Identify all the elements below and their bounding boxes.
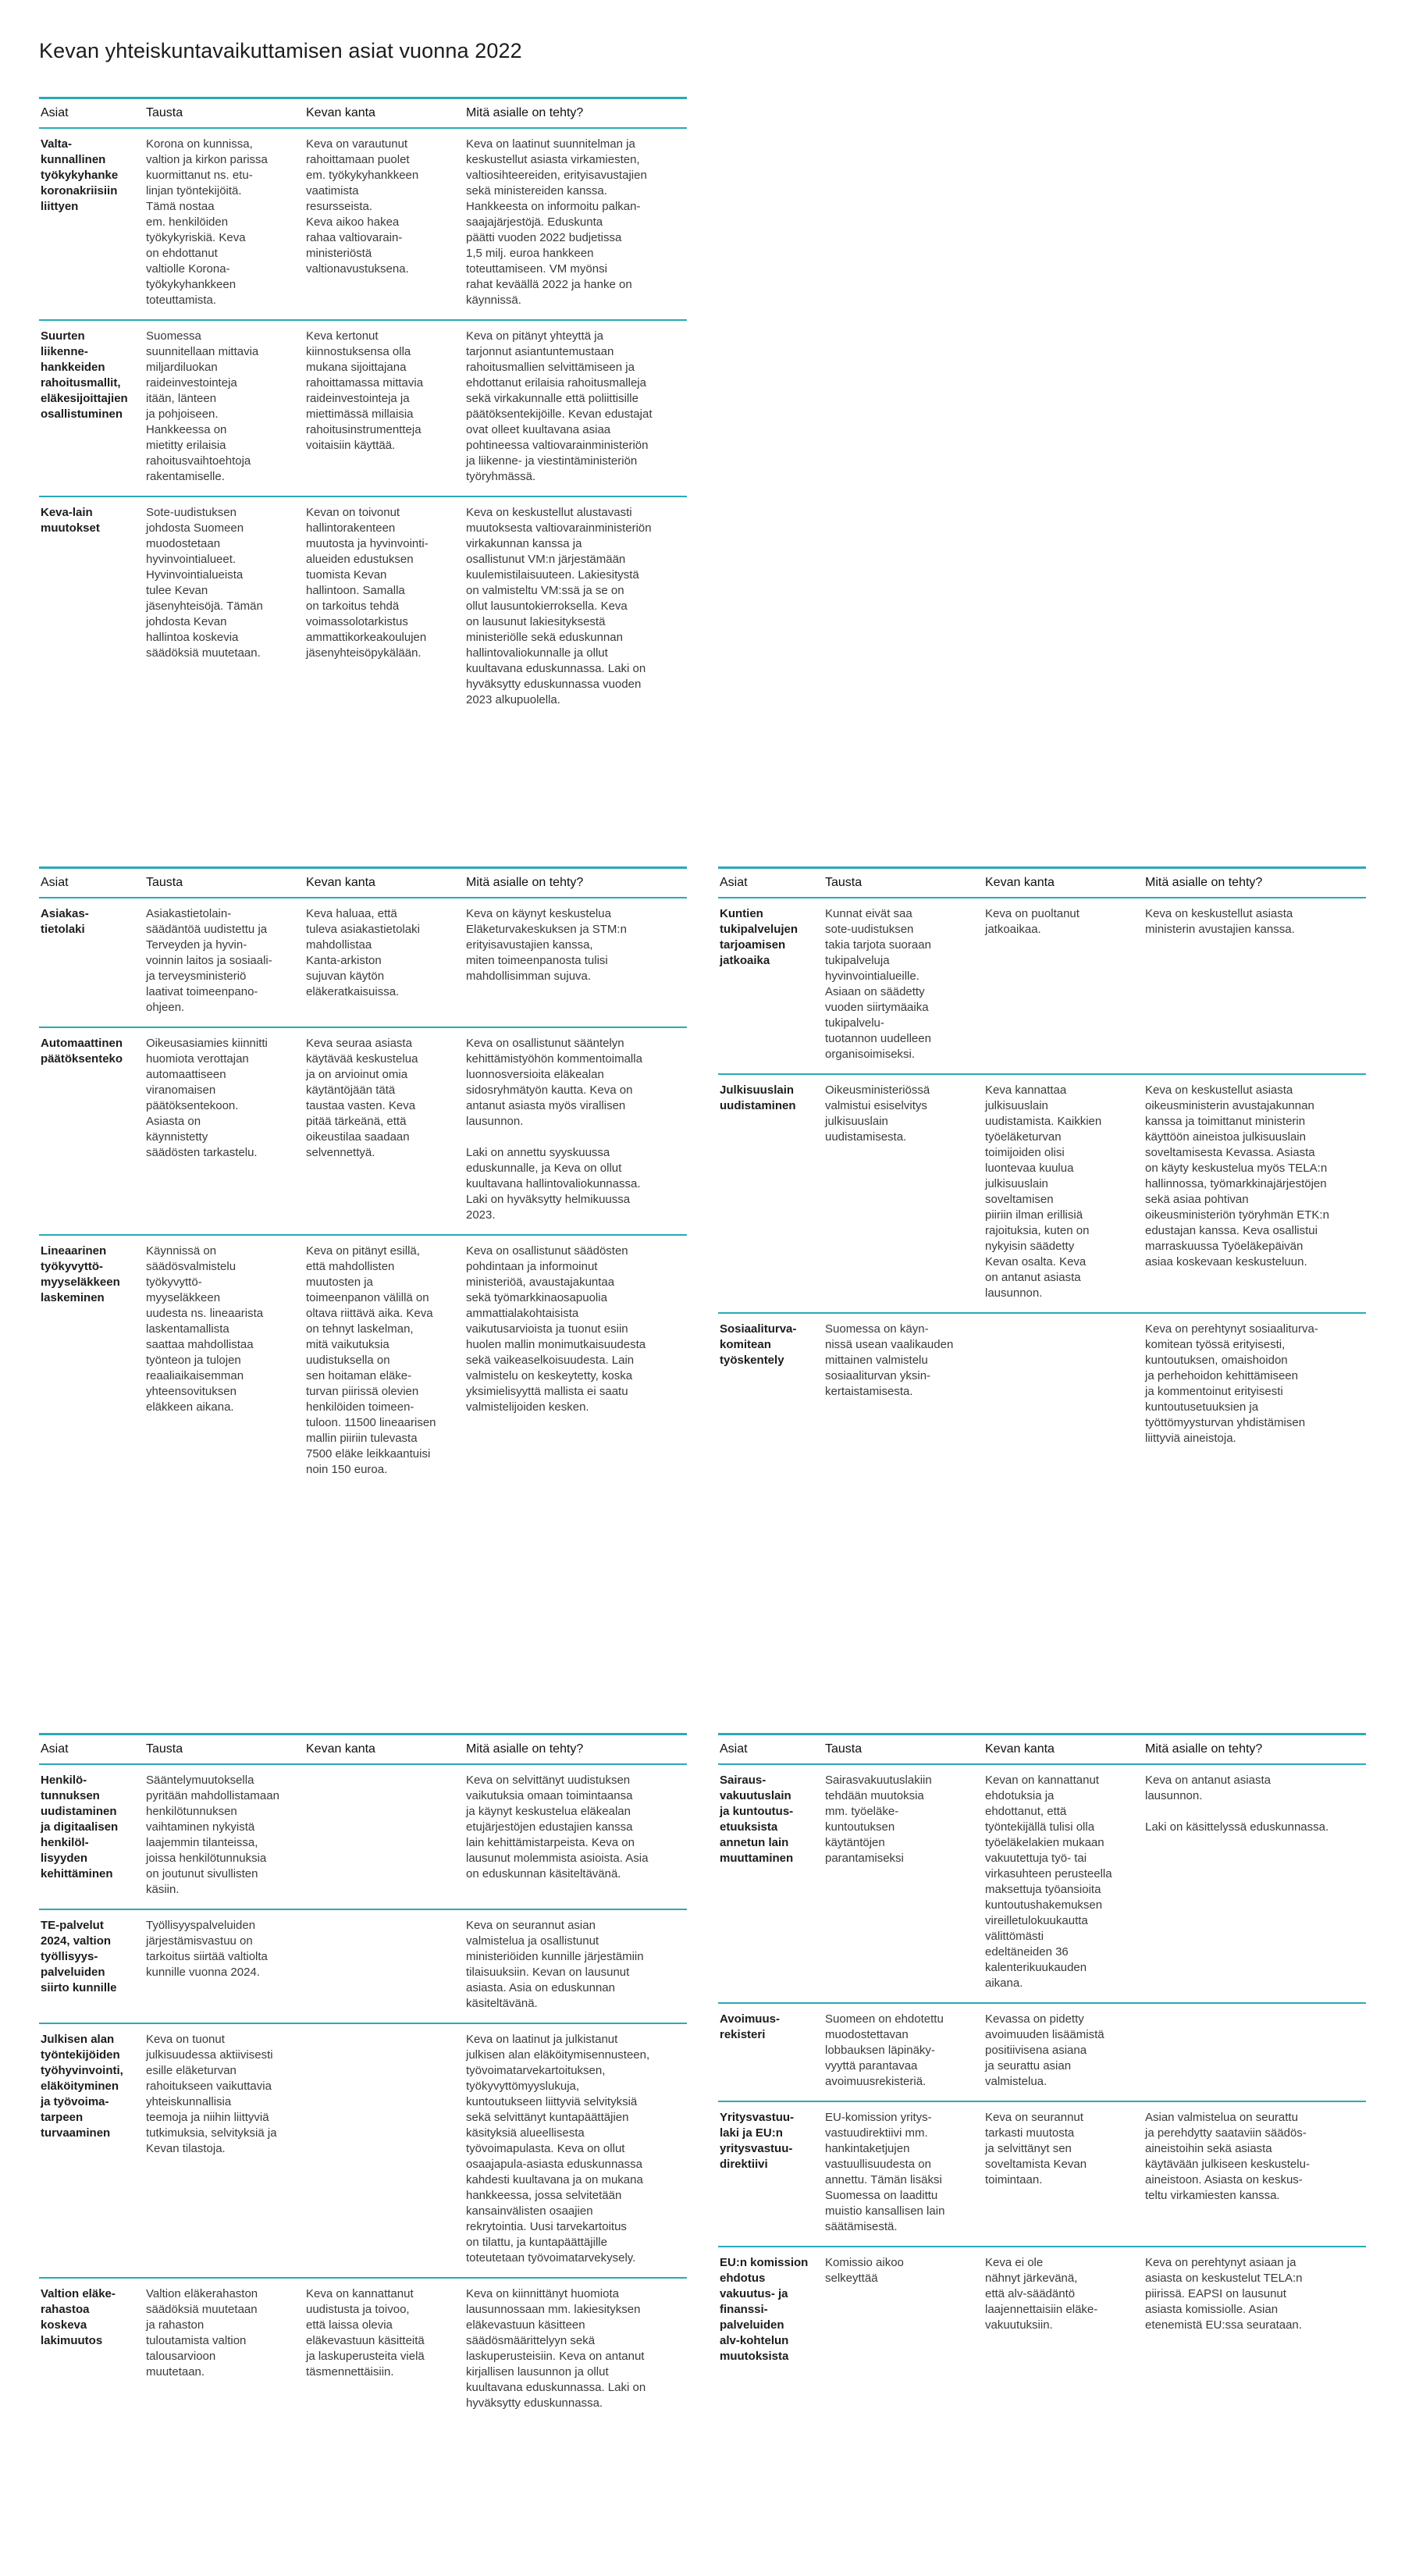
tehty-text: Keva on keskustellut asiasta ministerin avustajien kanssa.: [1145, 907, 1295, 936]
tausta-text: Käynnissä on säädösvalmistelu työkyvyttö- myyseläkkeen uudesta ns. lineaarista laskentamallista saattaa mahdollistaa työnteon ja tulojen reaaliaikaisemman yhteensovituksen eläkkeen aikana.: [146, 1244, 264, 1414]
topic-cell: [39, 2278, 144, 2422]
table-row: [39, 1235, 687, 1489]
tausta-text: Sote-uudistuksen johdosta Suomeen muodostetaan hyvinvointialueet. Hyvinvointialueista tulee Kevan jäsenyhteisöjä. Tämän johdosta Kevan hallintoa koskevia säädöksiä muutetaan.: [146, 506, 263, 660]
tausta-text: Valtion eläkerahaston säädöksiä muutetaan ja rahaston tuloutamista valtion talousarvioon muutetaan.: [146, 2287, 258, 2379]
kanta-text: Kevan on toivonut hallintorakenteen muutosta ja hyvinvointi- alueiden edustuksen tuomista Kevan hallintoon. Samalla on tarkoitus tehdä voimassolotarkistus ammattikorkeakoulujen jäsenyhteisöpykälään.: [306, 506, 429, 660]
kanta-text: Keva on varautunut rahoittamaan puolet em. työkykyhankkeen vaatimista resursseista. Keva aikoo hakea rahaa valtiovarain- ministeriöstä valtionavustuksena.: [306, 137, 419, 276]
kanta-cell: [984, 2247, 1144, 2375]
kanta-cell: [304, 898, 464, 1027]
topic-cell: [39, 128, 144, 320]
table-header-row: [39, 868, 687, 898]
tausta-text: Komissio aikoo selkeyttää: [825, 2256, 904, 2285]
tehty-text: Asian valmistelua on seurattu ja perehdytty saataviin säädös- aineistoihin sekä asiasta käytävään julkiseen keskustelu- aineistoon. Asiasta on keskus- teltu virkamiesten kanssa.: [1145, 2111, 1310, 2202]
kanta-text: Keva seuraa asiasta käytävää keskustelua ja on arvioinut omia käytäntöjään tätä taustaa vasten. Keva pitää tärkeänä, että oikeustilaa saadaan selvennettyä.: [306, 1037, 418, 1159]
tausta-cell: [823, 1764, 984, 2003]
tausta-text: Sairasvakuutuslakiin tehdään muutoksia mm. työeläke- kuntoutuksen käytäntöjen parantamiseksi: [825, 1774, 932, 1865]
kanta-text: Keva kertonut kiinnostuksensa olla mukana sijoittajana rahoittamassa mittavia raideinvestointeja ja miettimässä millaisia rahoitusinstrumentteja voitaisiin käyttää.: [306, 329, 424, 452]
tausta-text: EU-komission yritys- vastuudirektiivi mm. hankintaketjujen vastuullisuudesta on annettu. Tämän lisäksi Suomessa on laadittu muistio kansallisen lain säätämisestä.: [825, 2111, 945, 2233]
tehty-cell: [464, 320, 687, 496]
issues-table-1: [39, 97, 687, 719]
tehty-text: Keva on seurannut asian valmistelua ja osallistunut ministeriöiden kunnille järjestämiin tilaisuuksiin. Kevan on lausunut asiasta. Asia on eduskunnan käsiteltävänä.: [466, 1919, 644, 2010]
topic-text: Sosiaaliturva- komitean työskentely: [720, 1322, 797, 1367]
kanta-cell: [304, 496, 464, 719]
tausta-text: Asiakastietolain- säädäntöä uudistettu ja Terveyden ja hyvin- voinnin laitos ja sosiaali- ja terveysministeriö laativat toimeenpano- ohjeen.: [146, 907, 272, 1014]
issues-table-5: [718, 1733, 1366, 2375]
tehty-text: Keva on laatinut ja julkistanut julkisen alan eläköitymisennusteen, työvoimatarvekartoituksen, työkyvyttömyyslukuja, kuntoutukseen liittyviä selvityksiä sekä selvittänyt kuntapäättäjien käsityksiä alueellisesta työvoimapulasta. Keva on ollut osaajapula-asiasta eduskunnassa kahdesti kuultavana ja on mukana hankkeessa, jossa selvitetään kansainvälisten osaajien rekrytointia. Uusi tarvekartoitus on tilattu, ja kuntapäättäjille toteutetaan työvoimatarvekysely.: [466, 2033, 650, 2265]
topic-text: Henkilö- tunnuksen uudistaminen ja digitaalisen henkilöl- lisyyden kehittäminen: [41, 1774, 119, 1880]
tehty-text-2: Laki on annettu syyskuussa eduskunnalle, ja Keva on ollut kuultavana hallintovaliokunnassa. Laki on hyväksytty helmikuussa 2023.: [466, 1146, 641, 1222]
table-header-row: [39, 1735, 687, 1765]
tehty-cell: [1144, 2247, 1366, 2375]
kanta-cell: [304, 1764, 464, 1909]
table-row: [718, 2247, 1366, 2375]
tausta-cell: [144, 320, 304, 496]
kanta-text: Keva on kannattanut uudistusta ja toivoo, että laissa olevia eläkevastuun käsitteitä ja laskuperusteita vielä täsmennettäisiin.: [306, 2287, 425, 2379]
tausta-cell: [823, 2247, 984, 2375]
tehty-text: Keva on perehtynyt sosiaaliturva- komitean työssä erityisesti, kuntoutuksen, omaishoidon ja perhehoidon kehittämiseen ja kommentoinut erityisesti kuntoutusetuuksien ja työttömyysturvan yhdistämisen liittyviä aineistoja.: [1145, 1322, 1318, 1445]
header-mita-tehty: Mitä asialle on tehty?: [464, 868, 687, 898]
kanta-text: Keva on puoltanut jatkoaikaa.: [985, 907, 1080, 936]
topic-cell: [39, 320, 144, 496]
table-row: [39, 2278, 687, 2422]
kanta-cell: [984, 1764, 1144, 2003]
topic-cell: [718, 898, 823, 1074]
header-kevan-kanta: Kevan kanta: [304, 98, 464, 129]
tehty-cell: [1144, 1074, 1366, 1313]
issues-table-3: [718, 866, 1366, 1457]
header-tausta: Tausta: [823, 1735, 984, 1765]
tehty-text: Keva on keskustellut alustavasti muutoksesta valtiovarainministeriön virkakunnan kanssa ja osallistunut VM:n järjestämään kuulemistilaisuuteen. Lakiesitystä on valmisteltu VM:ssä ja se on ollut lausuntokierroksella. Keva on lausunut lakiesityksestä ministeriölle sekä eduskunnan hallintovaliokunnalle ja ollut kuultavana eduskunnassa. Laki on hyväksytty eduskunnassa vuoden 2023 alkupuolella.: [466, 506, 652, 706]
table-row: [39, 2023, 687, 2278]
header-mita-tehty: Mitä asialle on tehty?: [1144, 868, 1366, 898]
tehty-text: Keva on pitänyt yhteyttä ja tarjonnut asiantuntemustaan rahoitusmallien selvittämiseen ja ehdottanut erilaisia rahoitusmalleja sekä virkakunnalle että poliittisille päätöksentekijöille. Kevan edustajat ovat olleet kuultavana asiaa pohtineessa valtiovarainministeriön ja liikenne- ja viestintäministeriön työryhmässä.: [466, 329, 653, 483]
kanta-cell: [304, 1235, 464, 1489]
topic-text: Sairaus- vakuutuslain ja kuntoutus- etuuksista annetun lain muuttaminen: [720, 1774, 794, 1865]
tausta-cell: [823, 1313, 984, 1457]
kanta-cell: [984, 898, 1144, 1074]
kanta-cell: [304, 1909, 464, 2023]
kanta-cell: [304, 2278, 464, 2422]
tausta-text: Keva on tuonut julkisuudessa aktiivisesti esille eläketurvan rahoitukseen vaikuttavia yhteiskunnallisia teemoja ja niihin liittyviä tutkimuksia, selvityksiä ja Kevan tilastoja.: [146, 2033, 277, 2155]
issues-table-4: [39, 1733, 687, 2422]
page-title: Kevan yhteiskuntavaikuttamisen asiat vuonna 2022: [39, 39, 522, 62]
topic-cell: [718, 2003, 823, 2101]
header-tausta: Tausta: [823, 868, 984, 898]
tausta-cell: [823, 2101, 984, 2247]
topic-cell: [39, 496, 144, 719]
tehty-cell: [464, 1764, 687, 1909]
topic-cell: [718, 1313, 823, 1457]
header-tausta: Tausta: [144, 98, 304, 129]
table-row: [39, 1027, 687, 1235]
topic-cell: [39, 898, 144, 1027]
tehty-cell: [464, 2023, 687, 2278]
topic-text: EU:n komission ehdotus vakuutus- ja finanssi- palveluiden alv-kohtelun muutoksista: [720, 2256, 809, 2363]
table-header-row: [718, 1735, 1366, 1765]
table-row: [718, 1074, 1366, 1313]
kanta-cell: [304, 320, 464, 496]
issues-table-2: [39, 866, 687, 1489]
tausta-text: Suomessa on käyn- nissä usean vaalikauden mittainen valmistelu sosiaaliturvan yksin- kertaistamisesta.: [825, 1322, 954, 1398]
tehty-cell: [464, 2278, 687, 2422]
tausta-text: Oikeusasiamies kiinnitti huomiota verottajan automaattiseen viranomaisen päätöksentekoon. Asiasta on käynnistetty säädösten tarkastelu.: [146, 1037, 268, 1159]
tausta-cell: [823, 2003, 984, 2101]
table-row: [718, 2003, 1366, 2101]
topic-text: TE-palvelut 2024, valtion työllisyys- palveluiden siirto kunnille: [41, 1919, 117, 1994]
tehty-text: Keva on laatinut suunnitelman ja keskustellut asiasta virkamiesten, valtiosihteereiden, erityisavustajien sekä ministereiden kanssa. Hankkeesta on informoitu palkan- saajajärjestöjä. Eduskunta päätti vuoden 2022 budjetissa 1,5 milj. euroa hankkeen toteuttamiseen. VM myönsi rahat keväällä 2022 ja hanke on käynnissä.: [466, 137, 647, 307]
table-row: [39, 128, 687, 320]
topic-text: Julkisuuslain uudistaminen: [720, 1083, 796, 1112]
tehty-text: Keva on perehtynyt asiaan ja asiasta on keskustelut TELA:n piirissä. EAPSI on lausunut asiasta komissiolle. Asian etenemistä EU:ssa seurataan.: [1145, 2256, 1303, 2332]
header-mita-tehty: Mitä asialle on tehty?: [464, 1735, 687, 1765]
topic-text: Lineaarinen työkyvyttö- myyseläkkeen laskeminen: [41, 1244, 120, 1304]
tausta-cell: [144, 496, 304, 719]
tausta-cell: [144, 1235, 304, 1489]
tausta-text: Oikeusministeriössä valmistui esiselvitys julkisuuslain uudistamisesta.: [825, 1083, 930, 1144]
topic-cell: [718, 2247, 823, 2375]
kanta-text: Kevassa on pidetty avoimuuden lisäämistä positiivisena asiana ja seurattu asian valmistelua.: [985, 2012, 1104, 2088]
kanta-cell: [984, 1313, 1144, 1457]
tehty-text: Keva on käynyt keskustelua Eläketurvakeskuksen ja STM:n erityisavustajien kanssa, miten toimeenpanosta tulisi mahdollisimman sujuva.: [466, 907, 627, 983]
kanta-cell: [304, 1027, 464, 1235]
topic-cell: [39, 1909, 144, 2023]
topic-text: Asiakas- tietolaki: [41, 907, 89, 936]
header-asiat: Asiat: [39, 1735, 144, 1765]
header-kevan-kanta: Kevan kanta: [984, 868, 1144, 898]
header-asiat: Asiat: [39, 868, 144, 898]
kanta-cell: [984, 2003, 1144, 2101]
topic-text: Avoimuus- rekisteri: [720, 2012, 780, 2041]
topic-text: Automaattinen päätöksenteko: [41, 1037, 123, 1066]
tausta-cell: [144, 1909, 304, 2023]
kanta-cell: [984, 1074, 1144, 1313]
table-row: [718, 1764, 1366, 2003]
header-kevan-kanta: Kevan kanta: [304, 1735, 464, 1765]
tausta-text: Suomeen on ehdotettu muodostettavan lobbauksen läpinäky- vyyttä parantavaa avoimuusrekisteriä.: [825, 2012, 944, 2088]
header-mita-tehty: Mitä asialle on tehty?: [1144, 1735, 1366, 1765]
header-asiat: Asiat: [718, 1735, 823, 1765]
tehty-cell: [464, 1027, 687, 1235]
table-row: [39, 1764, 687, 1909]
topic-cell: [718, 1764, 823, 2003]
topic-cell: [39, 1027, 144, 1235]
table-header-row: [718, 868, 1366, 898]
kanta-text: Keva ei ole nähnyt järkevänä, että alv-säädäntö laajennettaisiin eläke- vakuutuksiin.: [985, 2256, 1098, 2332]
tausta-cell: [823, 1074, 984, 1313]
table-row: [39, 1909, 687, 2023]
tausta-cell: [144, 898, 304, 1027]
tehty-text: Keva on antanut asiasta lausunnon.: [1145, 1774, 1271, 1802]
topic-text: Valta- kunnallinen työkykyhanke koronakriisiin liittyen: [41, 137, 119, 213]
tehty-text: Keva on selvittänyt uudistuksen vaikutuksia omaan toimintaansa ja käynyt keskustelua eläkealan etujärjestöjen edustajien kanssa lain kehittämistarpeista. Keva on lausunut molemmista asioista. Asia on eduskunnan käsiteltävänä.: [466, 1774, 649, 1880]
topic-cell: [718, 2101, 823, 2247]
tausta-cell: [823, 898, 984, 1074]
tausta-text: Kunnat eivät saa sote-uudistuksen takia tarjota suoraan tukipalveluja hyvinvointialueille. Asiaan on säädetty vuoden siirtymäaika tukipalvelu- tuotannon uudelleen organisoimiseksi.: [825, 907, 931, 1061]
topic-text: Suurten liikenne- hankkeiden rahoitusmallit, eläkesijoittajien osallistuminen: [41, 329, 128, 421]
tehty-cell: [464, 496, 687, 719]
tausta-text: Sääntelymuutoksella pyritään mahdollistamaan henkilötunnuksen vaihtaminen nykyistä laajemmin tilanteissa, joissa henkilötunnuksia on joutunut sivullisten käsiin.: [146, 1774, 279, 1896]
tausta-cell: [144, 1764, 304, 1909]
header-mita-tehty: Mitä asialle on tehty?: [464, 98, 687, 129]
tehty-cell: [1144, 898, 1366, 1074]
tausta-text: Korona on kunnissa, valtion ja kirkon parissa kuormittanut ns. etu- linjan työntekijöitä. Tämä nostaa em. henkilöiden työkykyriskiä. Keva on ehdottanut valtiolle Korona- työkykyhankkeen toteuttamista.: [146, 137, 268, 307]
tehty-cell: [464, 1235, 687, 1489]
table-row: [718, 2101, 1366, 2247]
topic-text: Kuntien tukipalvelujen tarjoamisen jatkoaika: [720, 907, 799, 967]
kanta-text: Keva on seurannut tarkasti muutosta ja selvittänyt sen soveltamista Kevan toimintaan.: [985, 2111, 1087, 2186]
tausta-cell: [144, 128, 304, 320]
header-tausta: Tausta: [144, 1735, 304, 1765]
tehty-text: Keva on osallistunut sääntelyn kehittämistyöhön kommentoimalla luonnosversioita eläkealan sidosryhmätyön kautta. Keva on antanut asiasta myös virallisen lausunnon.: [466, 1037, 642, 1128]
tehty-cell: [1144, 1313, 1366, 1457]
kanta-cell: [984, 2101, 1144, 2247]
tehty-cell: [464, 898, 687, 1027]
tehty-cell: [1144, 2101, 1366, 2247]
tehty-text-2: Laki on käsittelyssä eduskunnassa.: [1145, 1820, 1329, 1834]
tehty-text: Keva on kiinnittänyt huomiota lausunnossaan mm. lakiesityksen eläkevastuun käsitteen säädösmäärittelyyn sekä laskuperusteisiin. Keva on antanut kirjallisen lausunnon ja ollut kuultavana eduskunnassa. Laki on hyväksytty eduskunnassa.: [466, 2287, 646, 2410]
tausta-cell: [144, 2023, 304, 2278]
topic-text: Valtion eläke- rahastoa koskeva lakimuutos: [41, 2287, 116, 2347]
kanta-text: Keva haluaa, että tuleva asiakastietolaki mahdollistaa Kanta-arkiston sujuvan käytön eläkeratkaisuissa.: [306, 907, 420, 998]
topic-cell: [39, 1764, 144, 1909]
topic-text: Keva-lain muutokset: [41, 506, 100, 535]
header-kevan-kanta: Kevan kanta: [304, 868, 464, 898]
tehty-cell: [464, 1909, 687, 2023]
tausta-text: Suomessa suunnitellaan mittavia miljardiluokan raideinvestointeja itään, länteen ja pohjoiseen. Hankkeessa on mietitty erilaisia rahoitusvaihtoehtoja rakentamiselle.: [146, 329, 259, 483]
table-header-row: [39, 98, 687, 129]
header-asiat: Asiat: [39, 98, 144, 129]
kanta-cell: [304, 2023, 464, 2278]
tehty-text: Keva on osallistunut säädösten pohdintaan ja informoinut ministeriöä, avaustajakuntaa sekä työmarkkinaosapuolia ammattialakohtaisista vaikutusarvioista ja tuonut esiin huolen mallin monimutkaisuudesta sekä vaikeaselkoisuudesta. Lain valmistelu on keskeytetty, koska yksimielisyyttä mallista ei saatu valmistelijoiden kesken.: [466, 1244, 646, 1414]
tausta-text: Työllisyyspalveluiden järjestämisvastuu on tarkoitus siirtää valtiolta kunnille vuonna 2024.: [146, 1919, 268, 1979]
table-row: [718, 1313, 1366, 1457]
table-row: [718, 898, 1366, 1074]
kanta-text: Keva kannattaa julkisuuslain uudistamista. Kaikkien työeläketurvan toimijoiden olisi luontevaa kuulua julkisuuslain soveltamisen piiriin ilman erillisiä rajoituksia, kuten on nykyisin säädetty Kevan osalta. Keva on antanut asiasta lausunnon.: [985, 1083, 1102, 1300]
topic-cell: [718, 1074, 823, 1313]
header-kevan-kanta: Kevan kanta: [984, 1735, 1144, 1765]
header-tausta: Tausta: [144, 868, 304, 898]
tausta-cell: [144, 1027, 304, 1235]
topic-cell: [39, 2023, 144, 2278]
header-asiat: Asiat: [718, 868, 823, 898]
topic-text: Julkisen alan työntekijöiden työhyvinvointi, eläköityminen ja työvoima- tarpeen turvaaminen: [41, 2033, 123, 2140]
kanta-text: Kevan on kannattanut ehdotuksia ja ehdottanut, että työntekijällä tulisi olla työeläkelakien mukaan vakuutettuja työ- tai virkasuhteen perusteella maksettuja työansioita kuntoutushakemuksen vireilletulokuukautta välittömästi edeltäneiden 36 kalenterikuukauden aikana.: [985, 1774, 1112, 1990]
tehty-cell: [464, 128, 687, 320]
table-row: [39, 496, 687, 719]
topic-text: Yritysvastuu- laki ja EU:n yritysvastuu- direktiivi: [720, 2111, 795, 2171]
tehty-cell: [1144, 2003, 1366, 2101]
tehty-cell: [1144, 1764, 1366, 2003]
tehty-text: Keva on keskustellut asiasta oikeusministerin avustajakunnan kanssa ja toimittanut ministerin käyttöön aineistoa julkisuuslain soveltamisesta Kevassa. Asiasta on käyty keskustelua myös TELA:n hallinnossa, työmarkkinajärjestöjen sekä asiaa pohtivan oikeusministeriön työryhmän ETK:n edustajan kanssa. Keva osallistui marraskuussa Työeläkepäivän asiaa koskevaan keskusteluun.: [1145, 1083, 1329, 1268]
table-row: [39, 898, 687, 1027]
table-row: [39, 320, 687, 496]
topic-cell: [39, 1235, 144, 1489]
kanta-text: Keva on pitänyt esillä, että mahdollisten muutosten ja toimeenpanon välillä on oltava riittävä aika. Keva on tehnyt laskelman, mitä vaikutuksia uudistuksella on sen hoitaman eläke- turvan piirissä olevien henkilöiden toimeen- tuloon. 11500 lineaarisen mallin piiriin tulevasta 7500 eläke leikkaantuisi noin 150 euroa.: [306, 1244, 436, 1476]
tausta-cell: [144, 2278, 304, 2422]
kanta-cell: [304, 128, 464, 320]
